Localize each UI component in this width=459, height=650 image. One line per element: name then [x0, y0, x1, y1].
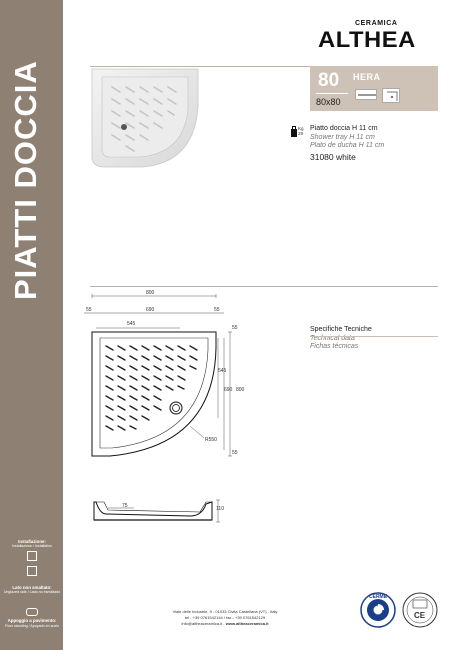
support-text: Floor standing / Apoyado en suelo [4, 623, 60, 628]
product-model: HERA [353, 72, 381, 82]
sidebar [0, 0, 63, 650]
spec-english: Technical data [310, 334, 355, 342]
side-label: Lato non smaltato: [12, 585, 52, 590]
installation-icon-2 [27, 566, 37, 576]
product-photo [90, 67, 202, 170]
dim-right-gap: 55 [214, 307, 220, 313]
spec-spanish: Fichas técnicas [310, 343, 359, 350]
tray-profile-icon [355, 89, 377, 100]
footer-website-link[interactable]: www.altheaceramica.it [225, 621, 269, 626]
ce-badge [402, 592, 438, 628]
desc-spanish: Plato de ducha H 11 cm [310, 142, 385, 149]
spec-underline [310, 336, 438, 337]
ce-mark: CE [414, 611, 426, 620]
weight-label: Kg [298, 126, 304, 131]
weight-info [298, 126, 304, 136]
company-footer [150, 609, 300, 627]
desc-english: Shower tray H 11 cm [310, 133, 375, 141]
installation-icon [27, 551, 37, 561]
code-underline [316, 93, 348, 94]
dim-inner-height: 545 [218, 368, 227, 374]
top-view-drawing [80, 290, 255, 470]
dim-section-inner: 75 [122, 503, 128, 509]
installation-info [2, 540, 62, 580]
side-info [2, 586, 62, 595]
dim-total-height: 800 [236, 387, 245, 393]
footer-email: info@altheaceramica.it - [181, 621, 226, 626]
weight-icon [290, 126, 297, 137]
spec-italian: Specifiche Tecniche [310, 326, 372, 333]
dim-radius: R550 [205, 437, 217, 443]
dim-bottom-gap: 55 [232, 450, 238, 456]
floor-icon [26, 608, 38, 616]
product-article: 31080 white [310, 151, 356, 162]
sidebar-title: PIATTI DOCCIA [8, 60, 43, 300]
installation-text: Installazione / Installation [11, 544, 53, 549]
dim-section-height: 110 [216, 506, 224, 512]
technical-data-heading [310, 326, 372, 352]
product-size: 80x80 [316, 97, 341, 107]
brand-logo: ALTHEA [318, 27, 416, 52]
product-code: 80 [318, 70, 340, 91]
support-info [2, 606, 62, 628]
support-label: Appoggio a pavimento: [7, 618, 57, 624]
dim-total-width: 800 [146, 290, 155, 296]
product-description [310, 125, 384, 161]
footer-phone: tel - +39 0761542144 / fax - +39 0761542129 [184, 615, 266, 620]
middle-divider [90, 286, 438, 287]
brand-prefix: CERAMICA [355, 20, 398, 27]
side-text: Unglazed side / Lado no esmaltado [3, 590, 61, 595]
dim-top-gap: 55 [232, 325, 238, 331]
desc-italian: Piatto doccia H 11 cm [310, 125, 378, 132]
dim-inner-width: 545 [127, 321, 136, 327]
dim-left-gap: 55 [86, 307, 92, 313]
footer-contacts [150, 621, 300, 627]
corner-install-icon [382, 88, 400, 103]
cerme-text: CERME [369, 594, 388, 600]
section-view-drawing [90, 496, 230, 526]
dim-mid-height: 690 [224, 387, 233, 393]
dim-mid-width: 690 [146, 307, 155, 313]
installation-label: Installazione: [18, 539, 46, 544]
footer-address: Viale delle Industrie, 9 - 01033 Civita Castellana (VT) - Italy [172, 609, 278, 614]
weight-value: 29 [298, 131, 304, 136]
